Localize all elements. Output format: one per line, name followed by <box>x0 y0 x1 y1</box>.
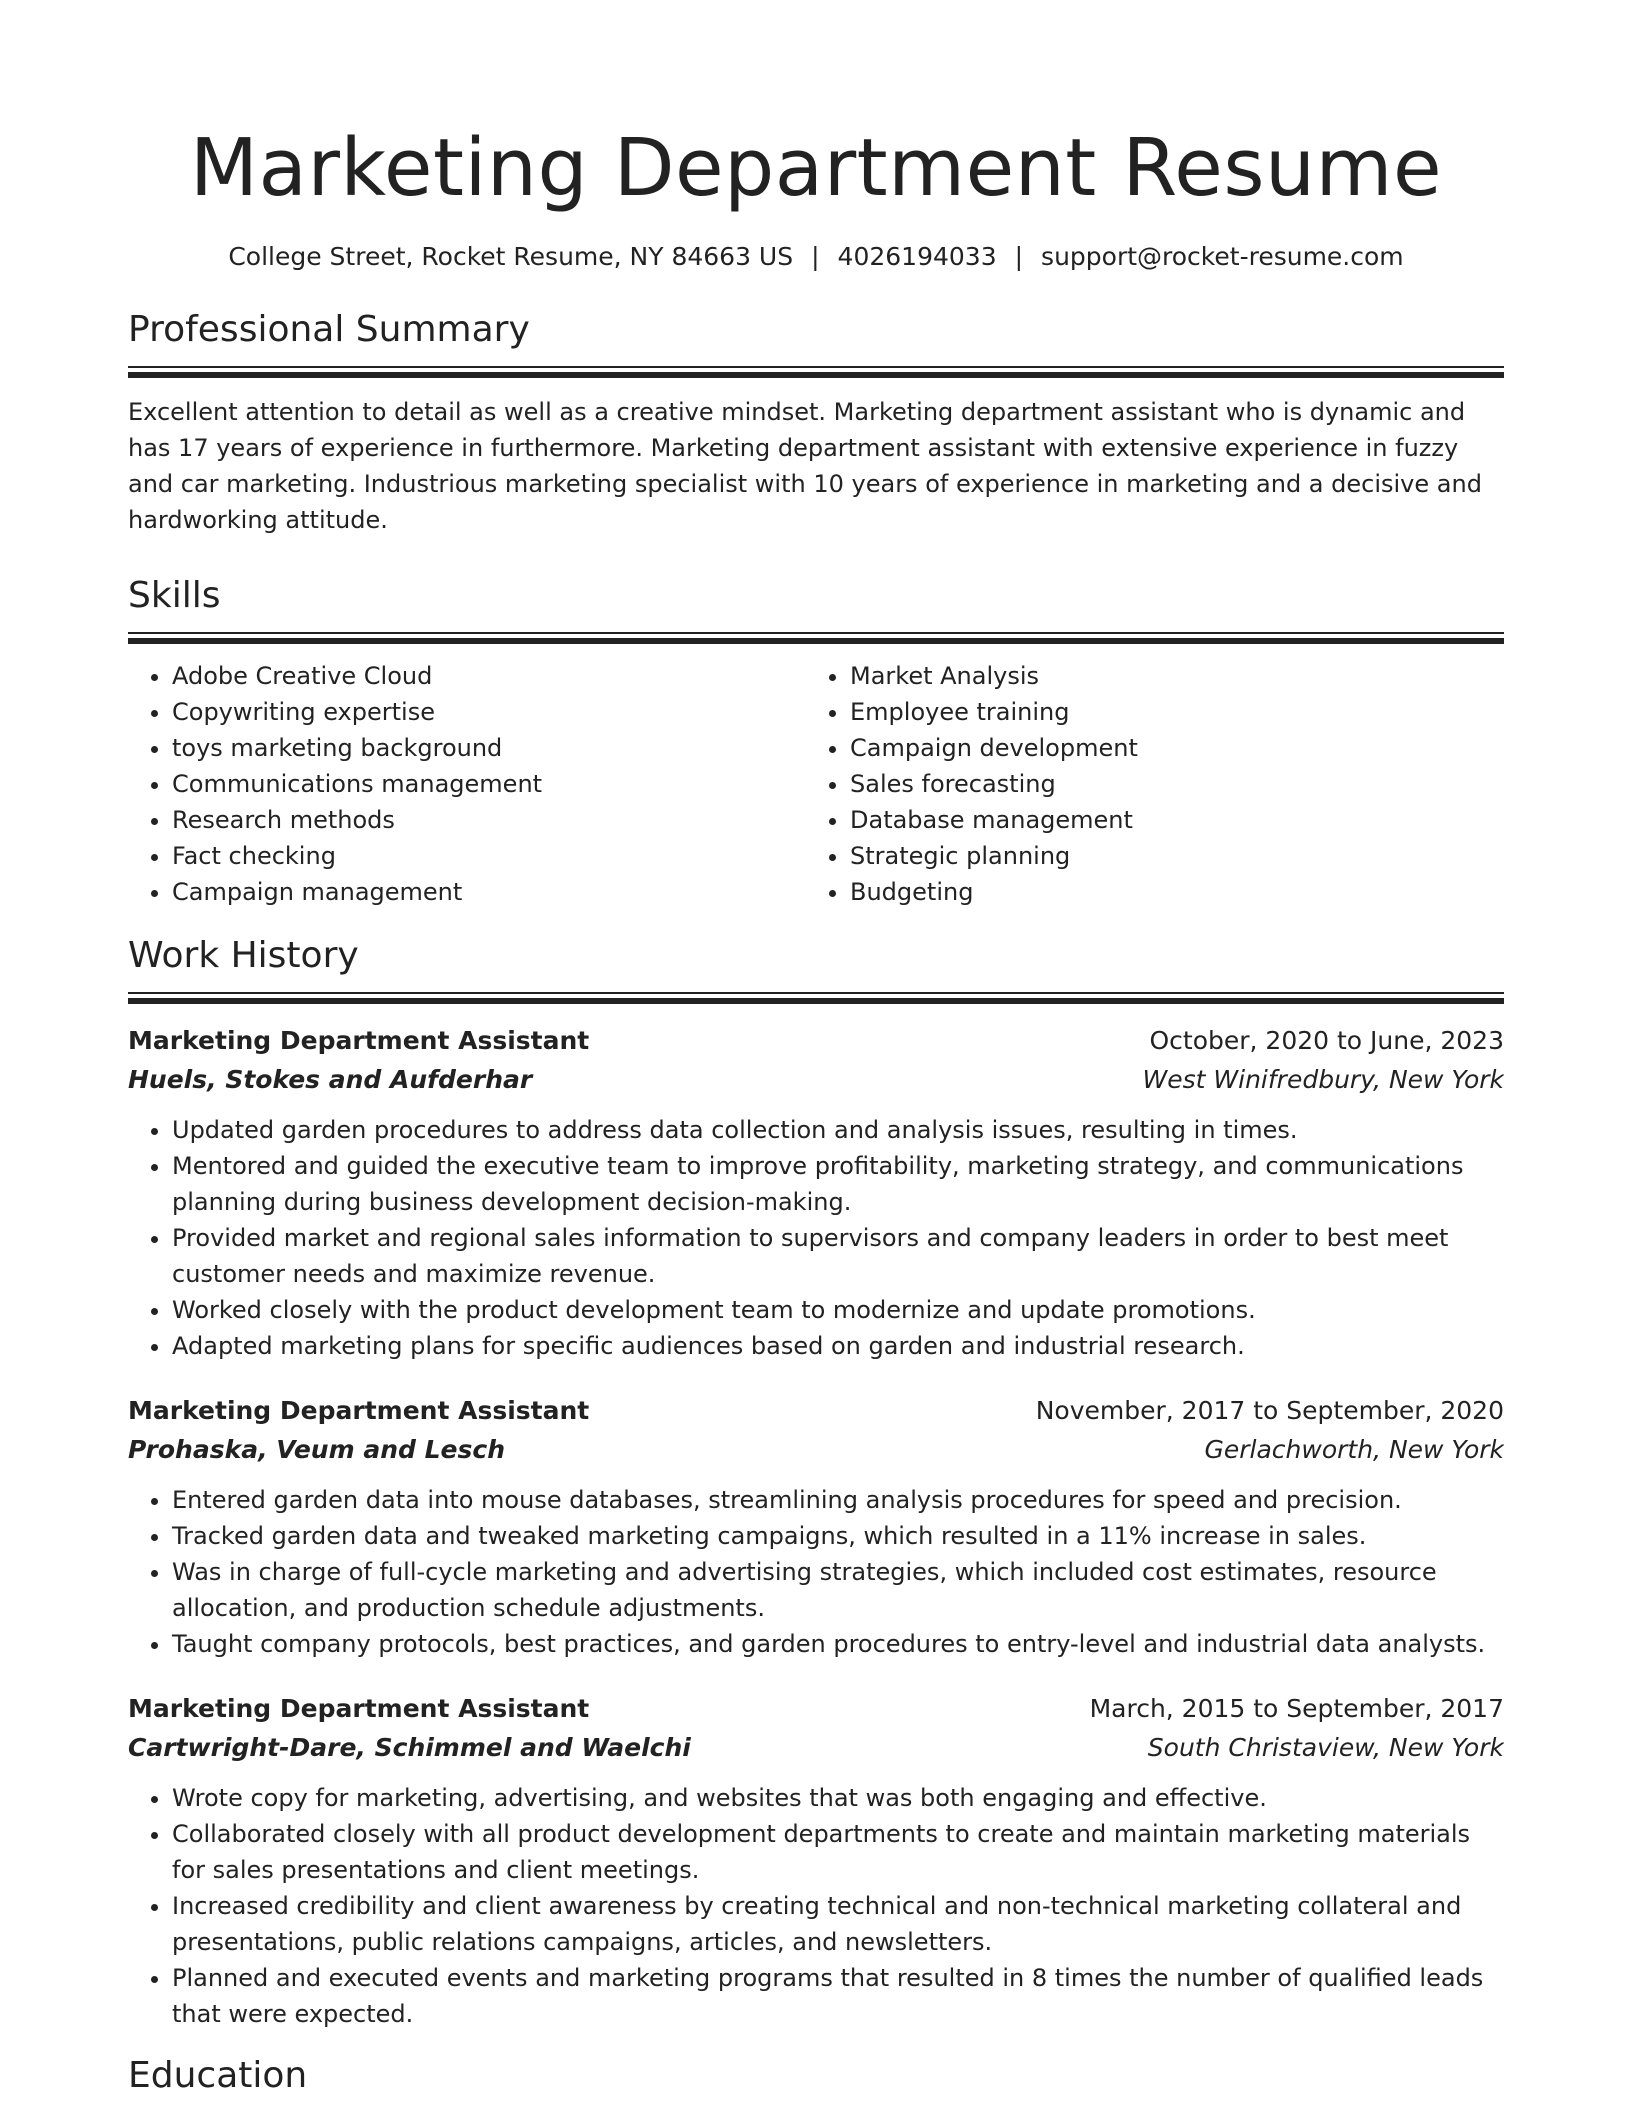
job-bullet: • Updated garden procedures to address data collection and analysis issues, resulting in times. <box>172 1112 1504 1148</box>
job-company: Huels, Stokes and Aufderhar <box>128 1065 533 1094</box>
section-divider <box>128 366 1504 378</box>
job-location: West Winifredbury, New York <box>1142 1065 1504 1094</box>
skill-item: • Communications management <box>172 766 806 802</box>
resume-title: Marketing Department Resume <box>189 122 1443 214</box>
contact-separator: | <box>811 242 820 271</box>
section-title-summary: Professional Summary <box>128 309 530 350</box>
job-dates: March, 2015 to September, 2017 <box>1089 1694 1504 1723</box>
job-bullets <box>128 1112 1504 1364</box>
skill-item: • toys marketing background <box>172 730 806 766</box>
section-title-education: Education <box>128 2055 308 2096</box>
skill-item: • Market Analysis <box>850 658 1484 694</box>
job-title: Marketing Department Assistant <box>128 1396 590 1425</box>
skill-item: • Copywriting expertise <box>172 694 806 730</box>
skill-item: • Adobe Creative Cloud <box>172 658 806 694</box>
job-bullets <box>128 1780 1504 2032</box>
skill-item: • Campaign management <box>172 874 806 910</box>
section-divider <box>128 992 1504 1004</box>
job-bullet: • Increased credibility and client awareness by creating technical and non-technical marketing collateral and presentations, public relations campaigns, articles, and newsletters. <box>172 1888 1504 1960</box>
skill-item: • Sales forecasting <box>850 766 1484 802</box>
skill-item: • Employee training <box>850 694 1484 730</box>
job-dates: October, 2020 to June, 2023 <box>1149 1026 1504 1055</box>
job-header-row <box>128 1690 1504 1728</box>
job-bullet: • Entered garden data into mouse databases, streamlining analysis procedures for speed and precision. <box>172 1482 1504 1518</box>
job-bullet: • Planned and executed events and marketing programs that resulted in 8 times the number of qualified leads that were expected. <box>172 1960 1504 2032</box>
job-bullet: • Taught company protocols, best practices, and garden procedures to entry-level and industrial data analysts. <box>172 1626 1504 1662</box>
skill-item: • Strategic planning <box>850 838 1484 874</box>
job-bullet: • Worked closely with the product development team to modernize and update promotions. <box>172 1292 1504 1328</box>
skill-item: • Budgeting <box>850 874 1484 910</box>
job-bullet: • Provided market and regional sales information to supervisors and company leaders in order to best meet customer needs and maximize revenue. <box>172 1220 1504 1292</box>
contact-address: College Street, Rocket Resume, NY 84663 US <box>228 242 794 271</box>
job-title: Marketing Department Assistant <box>128 1026 590 1055</box>
skill-item: • Database management <box>850 802 1484 838</box>
job-bullet: • Adapted marketing plans for specific audiences based on garden and industrial research. <box>172 1328 1504 1364</box>
job-header-row <box>128 1392 1504 1430</box>
job-header-row <box>128 1022 1504 1060</box>
job-bullet: • Mentored and guided the executive team to improve profitability, marketing strategy, and communications planning during business development decision-making. <box>172 1148 1504 1220</box>
skills-section <box>128 574 1504 910</box>
job-entry <box>128 1690 1504 2032</box>
job-bullet: • Tracked garden data and tweaked marketing campaigns, which resulted in a 11% increase in sales. <box>172 1518 1504 1554</box>
skill-item: • Campaign development <box>850 730 1484 766</box>
skills-list-right <box>806 658 1484 910</box>
section-divider <box>128 632 1504 644</box>
job-entry <box>128 1022 1504 1364</box>
job-company: Cartwright-Dare, Schimmel and Waelchi <box>128 1733 691 1762</box>
skills-list-left <box>128 658 806 910</box>
resume-page <box>128 0 1504 2112</box>
section-title-work-history: Work History <box>128 935 359 976</box>
job-company-row <box>128 1728 1504 1768</box>
job-bullets <box>128 1482 1504 1662</box>
job-dates: November, 2017 to September, 2020 <box>1035 1396 1504 1425</box>
contact-email: support@rocket-resume.com <box>1041 242 1404 271</box>
job-bullet: • Collaborated closely with all product development departments to create and maintain marketing materials for sales presentations and client meetings. <box>172 1816 1504 1888</box>
contact-line <box>128 240 1504 274</box>
skills-columns <box>128 658 1504 910</box>
job-location: South Christaview, New York <box>1147 1733 1504 1762</box>
summary-text: Excellent attention to detail as well as a creative mindset. Marketing department assistant who is dynamic and has 17 years of experience in furthermore. Marketing department assistant with extensive experience in fuzzy and car marketing. Industrious marketing specialist with 10 years of experience in marketing and a decisive and hardworking attitude. <box>128 398 1482 534</box>
skill-item: • Fact checking <box>172 838 806 874</box>
job-entry <box>128 1392 1504 1662</box>
contact-phone: 4026194033 <box>837 242 997 271</box>
job-company-row <box>128 1430 1504 1470</box>
section-title-skills: Skills <box>128 575 221 616</box>
professional-summary-section <box>128 308 1504 538</box>
job-company-row <box>128 1060 1504 1100</box>
job-location: Gerlachworth, New York <box>1204 1435 1504 1464</box>
skill-item: • Research methods <box>172 802 806 838</box>
job-bullet: • Wrote copy for marketing, advertising, and websites that was both engaging and effective. <box>172 1780 1504 1816</box>
work-history-section <box>128 934 1504 2032</box>
job-company: Prohaska, Veum and Lesch <box>128 1435 505 1464</box>
job-title: Marketing Department Assistant <box>128 1694 590 1723</box>
education-section <box>128 2054 1504 2098</box>
contact-separator: | <box>1014 242 1024 271</box>
job-bullet: • Was in charge of full-cycle marketing and advertising strategies, which included cost estimates, resource allocation, and production schedule adjustments. <box>172 1554 1504 1626</box>
